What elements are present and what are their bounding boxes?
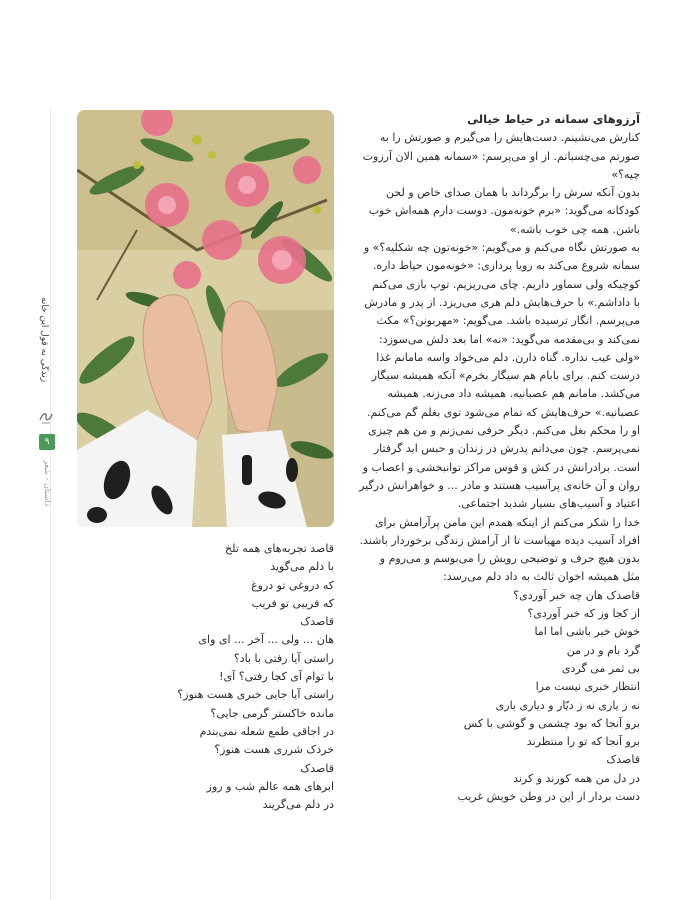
poem-line: در اجاقی طمع شعله نمی‌بندم xyxy=(199,724,334,738)
body-line: است. برادرانش در کش و قوس مراکز توانبخشی و اعصاب و xyxy=(362,460,640,474)
article-body xyxy=(352,129,640,806)
body-line: بدون هیچ حرف و توضیحی رویش را می‌بوسم و می‌روم و xyxy=(379,552,640,566)
body-line: می‌پرسم. انگار ترسیده باشد. می‌گویم: «مهربونن؟» مکث xyxy=(376,314,640,328)
body-line: نه ز یاری نه ز دیّار و دیاری باری xyxy=(495,698,640,712)
body-line: افراد آسیب دیده مهیاست تا از آرامش زندگی برخوردار باشند. xyxy=(359,533,640,547)
body-line: کنارش می‌نشینم. دست‌هایش را می‌گیرم و صورتش را به xyxy=(379,131,640,145)
mimosa-flower-photo xyxy=(77,110,334,527)
body-line: درست کنم. برای بابام هم سیگار بخرم» آنکه همیشه سیگار xyxy=(371,369,640,383)
body-line: «ولی عیب نداره. گناه دارن. دلم می‌خواد واسه مامانم غذا xyxy=(376,350,640,364)
poem-line: قاصد تجربه‌های همه تلخ xyxy=(224,542,334,555)
poem-line: در دلم می‌گریند xyxy=(262,798,334,812)
body-line: در دل من همه کورند و کرند xyxy=(513,771,640,785)
poem-line: ابرهای همه عالم شب و روز xyxy=(206,779,334,793)
body-line: گرد بام و در من xyxy=(566,643,640,657)
body-line: باشن. همه چی خوب باشه.» xyxy=(509,222,640,236)
body-line: او را محکم بغل می‌کنم. دیگر حرفی نمی‌زنم و من هم چیزی xyxy=(368,424,640,438)
body-line: بدون آنکه سرش را برگرداند با همان صدای خاص و لحن xyxy=(386,186,640,200)
body-line: چیه؟» xyxy=(611,167,640,181)
body-line: با داداشم.» با حرف‌هایش دلم هری می‌ریزد. از پدر و مادرش xyxy=(364,295,640,309)
body-line: می‌کشد. مامانم هم عصبانیه. همیشه داد می‌زنه. همیشه xyxy=(387,387,640,401)
page-number-badge: ۹ xyxy=(39,434,55,450)
article-main-column xyxy=(352,110,640,806)
poem-line: راستی آیا رفتی با باد؟ xyxy=(233,651,334,665)
poem-line: با توام آی کجا رفتی؟ آی! xyxy=(219,670,334,684)
section-subtitle: داستان - شعر xyxy=(43,460,52,507)
poem-line: با دلم می‌گوید xyxy=(270,560,334,574)
body-line: به صورتش نگاه می‌کنم و می‌گویم: «خونه‌تون چه شکلیه؟» و xyxy=(363,241,640,255)
body-line: اعتیاد و آسیب‌های بسیار شدید اجتماعی. xyxy=(457,497,640,511)
article-title: آرزوهای سمانه در حیاط خیالی xyxy=(467,112,640,126)
body-line: صورتم می‌چسبانم. از او می‌پرسم: «سمانه همین الان آرزوت xyxy=(362,149,640,163)
body-line: روان و آن خانه‌ی پرآسیب هستند و مادر ... و خواهرانش درگیر xyxy=(359,478,640,492)
body-line: قاصدک هان چه خبر آوردی؟ xyxy=(513,588,640,602)
body-line: دست بردار از این در وطن خویش غریب xyxy=(457,789,640,803)
poem-column xyxy=(110,540,334,814)
body-line: خدا را شکر می‌کنم از اینکه همدم این مامن پرآرامش برای xyxy=(374,515,640,529)
body-line: انتظار خبری نیست مرا xyxy=(535,680,640,694)
body-line: نمی‌کند و بی‌مقدمه می‌گوید: «نه» اما بعد دلش می‌سوزد: xyxy=(379,332,640,346)
body-line: قاصدک xyxy=(606,753,640,767)
body-line: برو آنجا که بود چشمی و گوشی با کس xyxy=(463,716,640,730)
poem-line: مانده خاکستر گرمی جایی؟ xyxy=(210,706,334,720)
poem-body xyxy=(110,540,334,814)
poem-line: که دروغی تو دروغ xyxy=(251,578,334,592)
body-line: برو آنجا که تو را منتظرند xyxy=(526,735,640,749)
body-line: خوش خبر باشی اما اما xyxy=(534,625,640,639)
body-line: نمی‌پرسم. چون می‌دانم پدرش در زندان و حبس ابد گرفتار xyxy=(373,442,640,456)
section-title: زندگی به قول این خانه xyxy=(39,297,49,383)
poem-line: که فریبی تو فریب xyxy=(251,596,334,610)
body-line: عصبانیه.» حرف‌هایش که تمام می‌شود توی بغلم گم می‌کنم. xyxy=(366,405,640,419)
body-line: مثل همیشه اخوان ثالث به داد دلم می‌رسد: xyxy=(443,570,640,584)
poem-line: قاصدک xyxy=(300,615,334,629)
calligraphy-logo-icon xyxy=(37,408,55,426)
poem-line: راستی آیا جایی خبری هست هنوز؟ xyxy=(177,688,334,702)
body-line: بی ثمر می گردی xyxy=(561,661,640,675)
body-line: کودکانه می‌گوید: «برم خونه‌مون. دوست دارم همه‌اش خوب xyxy=(368,204,640,218)
body-line: کوچیکه ولی سماور داریم. چای می‌ریزیم. توپ بازی می‌کنم xyxy=(371,277,640,291)
body-line: سمانه شروع می‌کند به رویا پردازی: «خونه‌مون حیاط داره. xyxy=(372,259,640,273)
poem-line: هان ... ولی ... آخر ... ای وای xyxy=(198,633,334,647)
poem-line: قاصدک xyxy=(300,761,334,775)
body-line: از کجا وز که خبر آوردی؟ xyxy=(527,607,640,621)
poem-line: خردک شرری هست هنوز؟ xyxy=(214,743,334,757)
